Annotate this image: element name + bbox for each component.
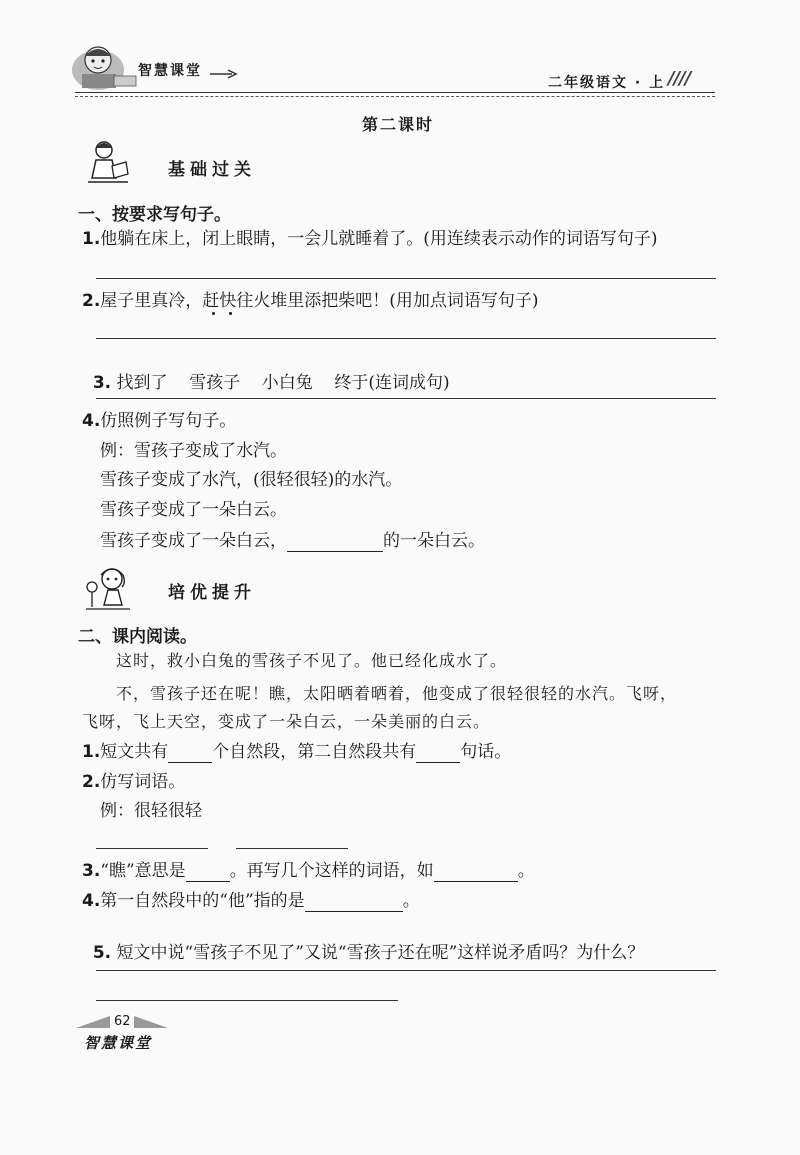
answer-line-q5-1[interactable]	[96, 970, 716, 971]
part1-q3	[82, 350, 450, 394]
question-text: 仿照例子写句子。	[100, 411, 237, 431]
q4-example: 例：雪孩子变成了水汽。	[100, 441, 287, 461]
part2-q4	[82, 890, 420, 912]
arrow-icon	[210, 64, 240, 74]
question-number: 4.	[82, 411, 101, 431]
emphasis-dot	[212, 312, 215, 315]
q4-line3-prefix: 雪孩子变成了一朵白云，	[100, 531, 287, 551]
header-slashes: ////	[668, 68, 691, 89]
q4-line3-suffix: 的一朵白云。	[383, 531, 485, 551]
question-number: 3.	[92, 373, 112, 393]
passage-paragraph-2-line1: 不，雪孩子还在呢！瞧，太阳晒着晒着，他变成了很轻很轻的水汽。飞呀，	[116, 684, 678, 703]
blank-field[interactable]	[416, 745, 460, 763]
q2-example: 例：很轻很轻	[100, 801, 202, 821]
answer-line-wordcopy-1[interactable]	[96, 848, 208, 849]
question-text: “瞧”意思是	[100, 861, 186, 881]
q4-answer-line	[100, 530, 485, 552]
section-title-basic: 基础过关	[168, 160, 256, 180]
q4-example-line2: 雪孩子变成了一朵白云。	[100, 500, 287, 520]
page-number: 62	[114, 1014, 131, 1029]
question-number: 3.	[82, 861, 101, 881]
part2-q5	[82, 920, 644, 964]
passage-paragraph-2-line2: 飞呀，飞上天空，变成了一朵白云，一朵美丽的白云。	[82, 712, 491, 731]
header-divider	[75, 92, 715, 93]
passage-paragraph-1: 这时，救小白兔的雪孩子不见了。他已经化成水了。	[116, 651, 508, 670]
part2-q3	[82, 860, 535, 882]
question-number: 1.	[82, 742, 101, 762]
part2-q1	[82, 741, 511, 763]
girl-flower-icon	[84, 565, 134, 611]
part1-heading: 一、按要求写句子。	[78, 205, 231, 225]
answer-line-q2[interactable]	[96, 338, 716, 339]
question-text: 找到了 雪孩子 小白兔 终于(连词成句)	[111, 373, 450, 393]
blank-field[interactable]	[186, 864, 230, 882]
part1-q2	[82, 290, 539, 312]
answer-line-q3[interactable]	[96, 398, 716, 399]
question-number: 2.	[82, 772, 101, 792]
blank-field[interactable]	[168, 745, 212, 763]
part1-q1	[82, 228, 658, 250]
answer-line-wordcopy-2[interactable]	[236, 848, 348, 849]
question-text: 个自然段，第二自然段共有	[212, 742, 417, 762]
question-text: 屋子里真冷，赶快往火堆里添把柴吧！(用加点词语写句子)	[100, 291, 539, 311]
section-title-advanced: 培优提升	[168, 583, 256, 603]
q4-example-line1: 雪孩子变成了水汽，(很轻很轻)的水汽。	[100, 470, 403, 490]
part2-heading: 二、课内阅读。	[78, 627, 197, 647]
question-number: 2.	[82, 291, 101, 311]
emphasis-dot	[229, 312, 232, 315]
answer-line-q1[interactable]	[96, 278, 716, 279]
part2-q2	[82, 771, 185, 793]
header-grade: 二年级语文 · 上	[548, 75, 666, 91]
blank-field[interactable]	[287, 534, 383, 552]
header-divider-dashed	[75, 96, 715, 97]
question-text: 。再写几个这样的词语，如	[229, 861, 434, 881]
question-text: 第一自然段中的“他”指的是	[100, 891, 305, 911]
header-mascot-icon	[70, 40, 140, 92]
lesson-title: 第二课时	[362, 115, 435, 134]
blank-field[interactable]	[434, 864, 518, 882]
footer-brand: 智慧课堂	[84, 1034, 153, 1052]
student-writing-icon	[82, 138, 132, 188]
question-number: 1.	[82, 229, 101, 249]
blank-field[interactable]	[305, 894, 403, 912]
question-text: 。	[517, 861, 535, 881]
question-number: 4.	[82, 891, 101, 911]
question-text: 短文共有	[100, 742, 169, 762]
question-text: 。	[402, 891, 420, 911]
header-brand: 智慧课堂	[138, 63, 202, 79]
question-text: 仿写词语。	[100, 772, 186, 792]
question-text: 他躺在床上，闭上眼睛，一会儿就睡着了。(用连续表示动作的词语写句子)	[100, 229, 658, 249]
question-number: 5.	[92, 943, 112, 963]
part1-q4	[82, 410, 236, 432]
question-text: 句话。	[460, 742, 512, 762]
question-text: 短文中说“雪孩子不见了”又说“雪孩子还在呢”这样说矛盾吗？为什么？	[111, 943, 645, 963]
answer-line-q5-2[interactable]	[96, 1000, 398, 1001]
